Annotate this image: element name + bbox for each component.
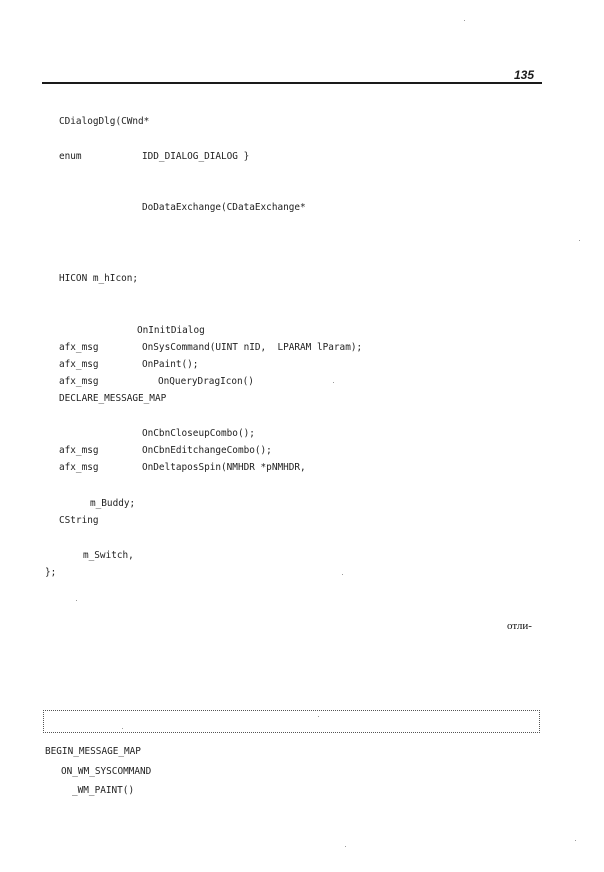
code-line-afx-msg: afx_msg — [59, 342, 99, 353]
code-line-m-switch: m_Switch, — [83, 550, 134, 561]
code-line-enum-value: IDD_DIALOG_DIALOG } — [142, 151, 250, 162]
code-line-enum-keyword: enum — [59, 151, 82, 162]
scan-speck — [345, 846, 346, 847]
code-line-cstring: CString — [59, 515, 99, 526]
code-line-afx-msg: afx_msg — [59, 462, 99, 473]
code-line-onquerydragicon: OnQueryDragIcon() — [158, 376, 254, 387]
scan-speck — [342, 574, 343, 575]
code-line-oncbncloseupcombo: OnCbnCloseupCombo(); — [142, 428, 255, 439]
code-line-wm-paint: _WM_PAINT() — [72, 785, 135, 796]
code-line-on-wm-syscommand: ON_WM_SYSCOMMAND — [61, 766, 152, 777]
code-line-oninitdialog: OnInitDialog — [137, 325, 205, 336]
code-line-afx-msg: afx_msg — [59, 359, 99, 370]
scan-speck — [575, 840, 576, 841]
scan-speck — [122, 728, 123, 729]
header-rule — [42, 82, 542, 84]
code-line-afx-msg: afx_msg — [59, 445, 99, 456]
scan-speck — [579, 240, 580, 241]
code-line-onsyscommand: OnSysCommand(UINT nID, LPARAM lParam); — [142, 342, 363, 353]
code-line-closing-brace: }; — [45, 567, 57, 578]
code-line-ondeltaposspin: OnDeltaposSpin(NMHDR *pNMHDR, — [142, 462, 306, 473]
scan-speck — [318, 716, 319, 717]
code-line-onpaint: OnPaint(); — [142, 359, 199, 370]
prose-fragment: отли- — [507, 620, 532, 632]
scan-speck — [464, 20, 465, 21]
scan-speck — [333, 382, 334, 383]
code-line-hicon: HICON m_hIcon; — [59, 273, 139, 284]
scan-speck — [76, 600, 77, 601]
code-line-m-buddy: m_Buddy; — [90, 498, 136, 509]
code-line-constructor: CDialogDlg(CWnd* — [59, 116, 150, 127]
code-line-begin-message-map: BEGIN_MESSAGE_MAP — [45, 746, 141, 757]
code-line-afx-msg: afx_msg — [59, 376, 99, 387]
page-number: 135 — [514, 68, 535, 82]
code-line-oncbneditchangecombo: OnCbnEditchangeCombo(); — [142, 445, 272, 456]
dotted-frame — [43, 710, 540, 733]
code-line-declare-message-map: DECLARE_MESSAGE_MAP — [59, 393, 167, 404]
code-line-dodataexchange: DoDataExchange(CDataExchange* — [142, 202, 306, 213]
